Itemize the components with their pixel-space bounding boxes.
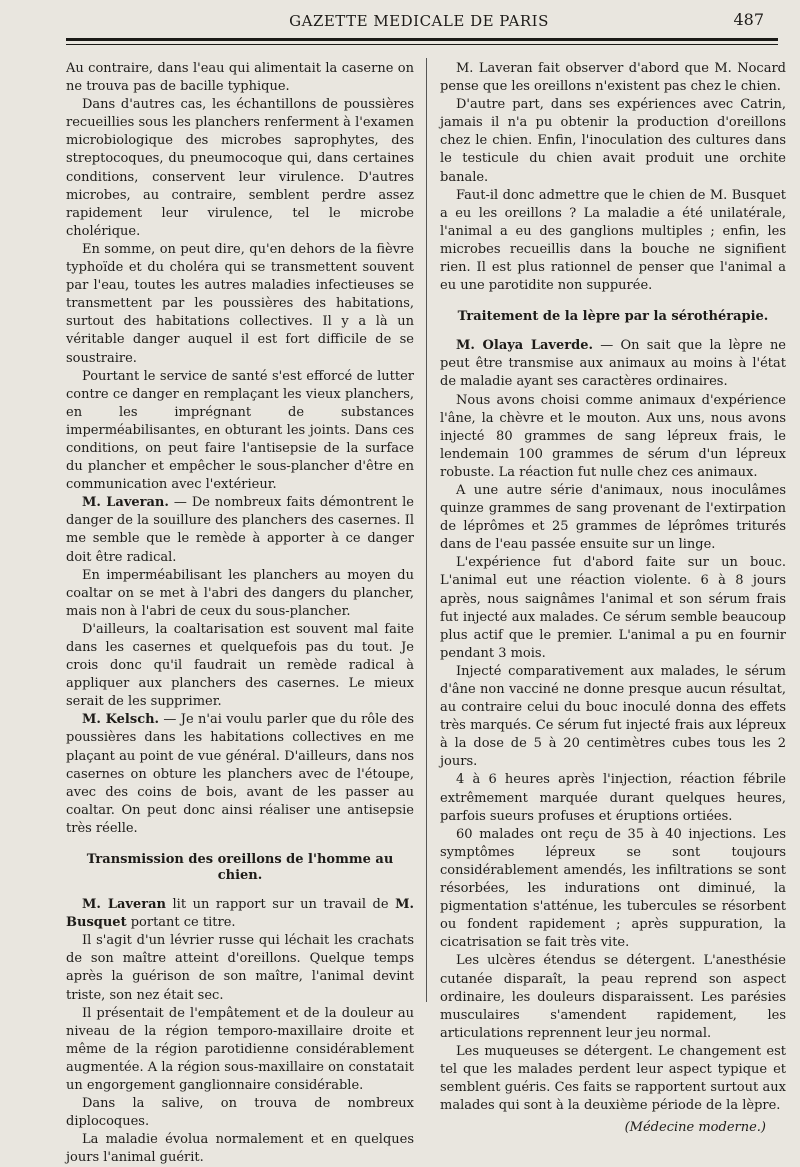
paragraph: Il présentait de l'empâtement et de la douleur au niveau de la région temporo-maxillaire droite et même de la région parotidienne considérablement augmentée. A la région sous-maxillaire on constatait un engorgement ganglionnaire considérable. <box>66 1005 414 1093</box>
right-column <box>440 60 786 1137</box>
journal-title: GAZETTE MEDICALE DE PARIS <box>289 12 549 30</box>
paragraph: A une autre série d'animaux, nous inoculâmes quinze grammes de sang provenant de l'extirpation de léprômes et 25 grammes de léprômes triturés dans de l'eau passée ensuite sur un linge. <box>440 482 786 553</box>
paragraph-text: — De nombreux faits démontrent le danger de la souillure des planchers des casernes. Il me semble que le remède à apporter à ce danger doit être radical. <box>66 495 414 565</box>
paragraph <box>66 494 414 566</box>
paragraph-text: — On sait que la lèpre ne peut être transmise aux animaux au moins à l'état de maladie ayant ses caractères ordinaires. <box>440 338 787 390</box>
paragraph-text: lit un rapport sur un travail de <box>165 897 396 913</box>
speaker-name: M. Kelsch. <box>82 712 160 728</box>
source-citation: (Médecine moderne.) <box>624 1120 766 1136</box>
paragraph: Nous avons choisi comme animaux d'expérience l'âne, la chèvre et le mouton. Aux uns, nous avons injecté 80 grammes de sang lépreux frais, le lendemain 100 grammes de sérum d'un lépreux robuste. La réaction fut nulle chez ces animaux. <box>440 392 786 480</box>
paragraph: L'expérience fut d'abord faite sur un bouc. L'animal eut une réaction violente. 6 à 8 jours après, nous saignâmes l'animal et son sérum frais fut injecté aux malades. Ce sérum semble beaucoup plus actif que le premier. L'animal a pu en fournir pendant 3 mois. <box>440 555 786 661</box>
paragraph: 60 malades ont reçu de 35 à 40 injections. Les symptômes lépreux se sont toujours considérablement amendés, les infiltrations se sont résorbées, les indurations ont diminué, la pigmentation s'atténue, les tubercules se résorbent ou fondent rapidement ; après suppuration, la cicatrisation se fait très vite. <box>440 826 786 951</box>
paragraph: Il s'agit d'un lévrier russe qui léchait les crachats de son maître atteint d'oreillons. Quelque temps après la guérison de son maître, l'animal devint triste, son nez était sec. <box>66 933 414 1003</box>
paragraph: Injecté comparativement aux malades, le sérum d'âne non vacciné ne donne presque aucun résultat, au contraire celui du bouc inoculé donna des effets très marqués. Ce sérum fut injecté frais aux lépreux à la dose de 5 à 20 centimètres cubes tous les 2 jours. <box>440 663 786 770</box>
paragraph <box>66 896 414 932</box>
left-column <box>66 60 414 1167</box>
paragraph: Faut-il donc admettre que le chien de M. Busquet a eu les oreillons ? La maladie a été unilatérale, l'animal a eu des ganglions multiples ; enfin, les microbes recueillis dans la bouche ne signifient rien. Il est plus rationnel de penser que l'animal a eu une parotidite non suppurée. <box>440 187 786 294</box>
page-header <box>66 8 772 34</box>
paragraph-text: portant ce titre. <box>126 915 236 931</box>
paragraph: Les muqueuses se détergent. Le changement est tel que les malades perdent leur aspect typique et semblent guéris. Ces faits se rapportent surtout aux malades qui sont à la deuxième période de la lèpre. <box>440 1043 786 1114</box>
section-heading: Traitement de la lèpre par la sérothérapie. <box>457 309 769 325</box>
paragraph: Dans la salive, on trouva de nombreux diplocoques. <box>66 1096 414 1130</box>
header-rule <box>66 38 778 41</box>
paragraph: Les ulcères étendus se détergent. L'anesthésie cutanée disparaît, la peau reprend son aspect ordinaire, les douleurs disparaissent. Les parésies musculaires s'amendent rapidement, les articulations reprennent leur jeu normal. <box>440 953 786 1041</box>
section-heading: Transmission des oreillons de l'homme au chien. <box>86 852 394 884</box>
page-number: 487 <box>733 10 764 29</box>
paragraph: Pourtant le service de santé s'est efforcé de lutter contre ce danger en remplaçant les vieux planchers, en les imprégnant de substances imperméabilisantes, en obturant les joints. Dans ces conditions, on peut faire l'antisepsie de la surface du plancher et empêcher le sous-plancher d'être en communication avec l'extérieur. <box>66 368 414 493</box>
header-rule-thin <box>66 44 778 45</box>
paragraph: D'ailleurs, la coaltarisation est souvent mal faite dans les casernes et quelquefois pas du tout. Je crois donc qu'il faudrait un remède radical à appliquer aux planchers des casernes. Le mieux serait de les supprimer. <box>66 621 414 710</box>
speaker-name: M. Busquet <box>66 897 414 931</box>
paragraph <box>440 337 786 391</box>
paragraph: 4 à 6 heures après l'injection, réaction fébrile extrêmement marquée durant quelques heures, parfois sueurs profuses et éruptions ortiées. <box>440 772 786 824</box>
paragraph: Dans d'autres cas, les échantillons de poussières recueillies sous les planchers renferment à l'examen microbiologique des microbes saprophytes, des streptocoques, du pneumocoque qui, dans certaines conditions, conservent leur virulence. D'autres microbes, au contraire, semblent perdre assez rapidement leur virulence, tel le microbe cholérique. <box>66 97 414 239</box>
paragraph <box>66 711 414 838</box>
paragraph-text: — Je n'ai voulu parler que du rôle des poussières dans les habitations collectives en me plaçant au point de vue général. D'ailleurs, dans nos casernes on obture les planchers avec de l'étoupe, avec des coins de bois, avant de les passer au coaltar. On peut donc ainsi réaliser une antisepsie très réelle. <box>66 712 414 836</box>
paragraph: La maladie évolua normalement et en quelques jours l'animal guérit. <box>66 1132 414 1166</box>
paragraph: M. Laveran fait observer d'abord que M. Nocard pense que les oreillons n'existent pas chez le chien. <box>440 61 786 95</box>
column-divider <box>426 58 427 1002</box>
paragraph: En somme, on peut dire, qu'en dehors de la fièvre typhoïde et du choléra qui se transmettent souvent par l'eau, toutes les autres maladies infectieuses se transmettent par les poussières des habitations, surtout des habitations collectives. Il y a là un véritable danger auquel il est fort difficile de se soustraire. <box>66 241 414 366</box>
paragraph: Au contraire, dans l'eau qui alimentait la caserne on ne trouva pas de bacille typhique. <box>66 61 414 95</box>
speaker-name: M. Laveran <box>82 897 166 913</box>
paragraph: En imperméabilisant les planchers au moyen du coaltar on se met à l'abri des dangers du plancher, mais non à l'abri de ceux du sous-plancher. <box>66 567 414 619</box>
speaker-name: M. Olaya Laverde. <box>456 338 593 354</box>
paragraph: D'autre part, dans ses expériences avec Catrin, jamais il n'a pu obtenir la production d'oreillons chez le chien. Enfin, l'inoculation des cultures dans le testicule du chien avait produit une orchite banale. <box>440 97 786 185</box>
speaker-name: M. Laveran. <box>82 495 169 511</box>
